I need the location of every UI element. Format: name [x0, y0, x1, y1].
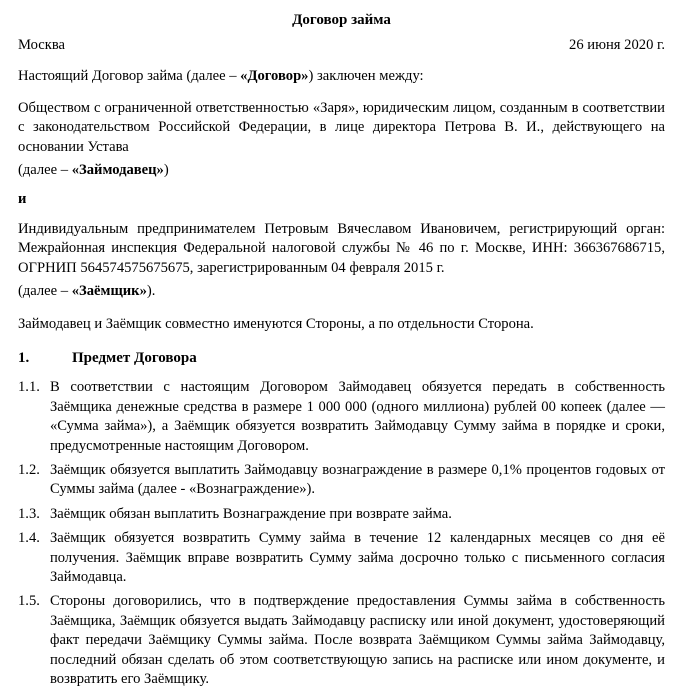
clause-1-1 [18, 378, 665, 456]
parties-conjunction: и [18, 191, 27, 208]
lender-aka-after: ) [163, 162, 169, 179]
lender-description: Обществом с ограниченной ответственностью «Заря», юридическим лицом, созданным в соответствии с законодательством Российской Федерации, в лице директора Петрова В. И., [18, 99, 665, 136]
clause-number: 1.3. [18, 505, 40, 522]
borrower-description: Индивидуальным предпринимателем Петровым Вячеславом Ивановичем, регистрирующий орган: Межрайонная инспекция Федеральной налоговой службы № 46 по г. Москве, ИНН: 366367686715, ОГРНИП 564574575675675, зарегистрированным 04 февраля 2015 г. [18, 220, 665, 276]
clause-text: Стороны договорились, что в подтверждение предоставления Суммы займа в собственность Заёмщика, Заёмщик обязуется выдать Займодавцу расписку или иной документ, удостоверяющий факт передачи Заёмщику Суммы займа. После возврата Заёмщиком Суммы займа Займодавцу, последний обязан сделать об этом соответствующую запись на расписке или ином документе, и возвратить его Заёмщику. [50, 593, 665, 687]
clause-1-4 [18, 529, 665, 587]
document-title: Договор займа [292, 12, 391, 28]
lender-block [18, 99, 665, 157]
clause-1-2 [18, 461, 665, 500]
lender-authority: действующего на основании Устава [18, 119, 665, 155]
clause-text: Заёмщик обязуется выплатить Займодавцу вознаграждение в размере 0,1% процентов годовых от Суммы займа (далее - «Вознаграждение»). [50, 461, 665, 498]
clause-1-3 [18, 505, 665, 524]
place-of-signing: Москва [18, 37, 66, 53]
section-heading-1 [18, 349, 665, 368]
borrower-block [18, 220, 665, 278]
parties-statement: Займодавец и Заёмщик совместно именуются Стороны, а по отдельности Сторона. [18, 316, 534, 333]
clause-number: 1.2. [18, 461, 40, 478]
clause-text: Заёмщик обязан выплатить Вознаграждение при возврате займа. [50, 505, 452, 522]
lender-defined-term: «Займодавец» [71, 162, 164, 179]
lender-aka-before: (далее – [18, 162, 72, 179]
intro-defined-term: «Договор» [240, 68, 309, 85]
borrower-aka-before: (далее – [18, 283, 72, 300]
borrower-defined-term: «Заёмщик» [71, 283, 147, 300]
intro-text-before: Настоящий Договор займа (далее – [18, 68, 241, 85]
clause-number: 1.4. [18, 530, 40, 547]
intro-text-after: ) заключен между: [308, 68, 424, 85]
clause-number: 1.1. [18, 379, 40, 396]
lender-defined-term-line [18, 161, 665, 180]
intro-paragraph [18, 67, 665, 86]
clause-number: 1.5. [18, 593, 40, 610]
section-number: 1. [18, 349, 30, 366]
clause-text: Заёмщик обязуется возвратить Сумму займа в течение 12 календарных месяцев со дня её получения. Заёмщик вправе возвратить Сумму займа досрочно только с письменного согласия Займодавца. [50, 530, 665, 585]
section-title: Предмет Договора [72, 349, 197, 366]
borrower-aka-after: ). [146, 283, 156, 300]
date-of-signing: 26 июня 2020 г. [569, 37, 665, 53]
place-date-row [18, 36, 665, 55]
clause-list [18, 378, 665, 689]
clause-text: В соответствии с настоящим Договором Займодавец обязуется передать в собственность Заёмщика денежные средства в размере 1 000 000 (одного миллиона) рублей 00 копеек (далее — «Сумма займа»), а Заёмщик обязуется возвратить Займодавцу Сумму займа в порядке и сроки, предусмотренные настоящим Договором. [50, 379, 665, 454]
borrower-defined-term-line [18, 282, 665, 301]
